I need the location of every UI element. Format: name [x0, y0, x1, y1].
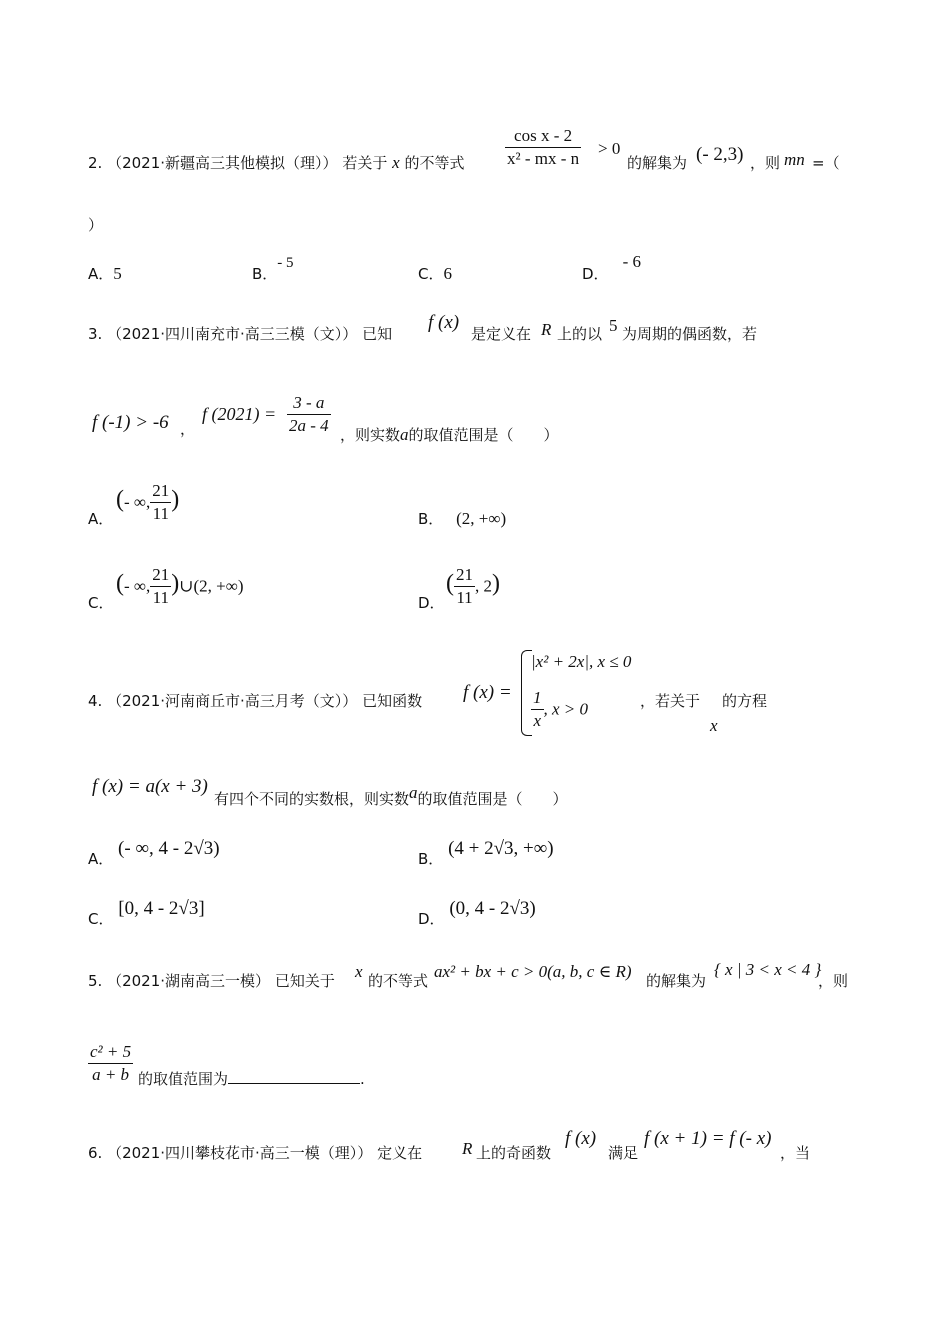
q4-line2	[214, 783, 568, 809]
q5-text2: 的不等式	[368, 972, 429, 990]
q4-option-d[interactable]	[418, 898, 536, 930]
q3-line1	[88, 323, 392, 344]
q2-mn: mn	[784, 150, 805, 169]
q4-case2-num: 1	[531, 688, 544, 710]
q6-equation: f (x + 1) = f (- x)	[644, 1128, 772, 1149]
q2-text5: =（	[812, 154, 840, 172]
q3-number: 3.	[88, 325, 103, 343]
q3-option-c-label[interactable]: C．	[88, 594, 114, 612]
q3-line2-tail	[340, 424, 559, 445]
option-value: , 2	[475, 576, 492, 596]
option-value: - ∞,	[124, 492, 151, 512]
paren-left-icon: (	[446, 570, 454, 597]
q3-text2: 是定义在	[471, 325, 532, 343]
q6-text3: 满足	[608, 1144, 639, 1162]
option-value: [0, 4 - 2√3]	[118, 898, 205, 919]
q6-text: 定义在	[377, 1144, 423, 1162]
q4-case2-tail: , x > 0	[543, 699, 589, 719]
q4-line1	[88, 690, 422, 711]
q4-text: 有四个不同的实数根，则实数	[214, 790, 410, 808]
option-label: B．	[418, 510, 444, 528]
q3-option-d[interactable]	[446, 565, 500, 608]
q2-text4: ，则	[750, 154, 781, 172]
q5-text: 的取值范围为	[138, 1070, 229, 1088]
q2-fraction	[505, 126, 581, 169]
option-label: A．	[88, 850, 114, 868]
q4-case2	[531, 688, 588, 731]
q4-text: 已知函数	[362, 692, 423, 710]
q4-number: 4.	[88, 692, 103, 710]
q2-option-b[interactable]	[252, 255, 294, 284]
q6-text4: ，当	[780, 1144, 811, 1162]
q3-R: R	[541, 320, 552, 339]
q3-text: 的取值范围是（ ）	[408, 426, 559, 444]
q6-text2: 上的奇函数	[476, 1144, 552, 1162]
q5-number: 5.	[88, 972, 103, 990]
q3-option-b[interactable]	[418, 508, 506, 529]
option-value: (4 + 2√3, +∞)	[448, 838, 554, 859]
option-value: (- ∞, 4 - 2√3)	[118, 838, 220, 859]
q5-line2	[138, 1068, 365, 1089]
q6-fx: f (x)	[565, 1128, 597, 1149]
q6-line1	[88, 1142, 422, 1163]
option-value: - ∞,	[124, 576, 151, 596]
frac-num: 21	[150, 481, 171, 503]
option-value: (0, 4 - 2√3)	[449, 898, 536, 919]
q4-equation: f (x) = a(x + 3)	[92, 776, 208, 797]
q3-text: 已知	[362, 325, 393, 343]
q3-cond2-fraction	[287, 393, 331, 436]
q3-frac-denominator: 2a - 4	[289, 416, 329, 435]
option-label: B．	[418, 850, 444, 868]
option-value: - 5	[277, 255, 294, 271]
q5-source: （2021·湖南高三一模）	[107, 972, 271, 990]
q4-var-a: a	[409, 783, 418, 802]
q6-source: （2021·四川攀枝花市·高三一模（理））	[107, 1144, 373, 1162]
q3-text4: 为周期的偶函数，若	[622, 325, 758, 343]
q3-option-a-label[interactable]: A．	[88, 510, 114, 528]
option-value: 6	[443, 264, 452, 283]
q3-option-a[interactable]	[116, 481, 179, 524]
q3-option-d-label[interactable]: D．	[418, 594, 445, 612]
q5-line1	[88, 970, 335, 991]
q3-text3: 上的以	[557, 325, 603, 343]
q2-option-d[interactable]	[582, 252, 641, 284]
q3-comma: ，	[180, 420, 196, 438]
q5-text: 已知关于	[274, 972, 335, 990]
frac-den: 11	[152, 588, 169, 607]
option-label: A．	[88, 265, 114, 283]
paren-right-icon: )	[171, 570, 180, 597]
q2-number: 2.	[88, 154, 103, 172]
q5-frac-numerator: c² + 5	[88, 1042, 133, 1064]
q3-text: ，则实数	[340, 426, 401, 444]
q2-line1	[88, 152, 464, 173]
frac-den: 11	[152, 504, 169, 523]
q5-text4: ，则	[818, 972, 849, 990]
paren-right-icon: )	[171, 486, 180, 513]
q5-fraction	[88, 1042, 133, 1085]
option-label: D．	[418, 910, 445, 928]
option-label: B．	[252, 265, 278, 283]
q4-option-c[interactable]	[88, 898, 205, 930]
q3-frac-numerator: 3 - a	[287, 393, 331, 415]
q6-number: 6.	[88, 1144, 103, 1162]
q2-interval: (- 2,3)	[696, 144, 744, 165]
q2-source: （2021·新疆高三其他模拟（理））	[107, 154, 338, 172]
option-value: - 6	[622, 252, 641, 271]
q5-period: .	[360, 1070, 365, 1088]
q5-frac-denominator: a + b	[92, 1065, 130, 1084]
paren-left-icon: (	[116, 486, 124, 513]
q3-var-a: a	[400, 425, 409, 444]
q3-cond1: f (-1) > -6	[92, 412, 169, 433]
q2-var-x: x	[392, 153, 400, 172]
frac-num: 21	[454, 565, 475, 587]
q2-close: ）	[88, 216, 104, 234]
q4-option-b[interactable]	[418, 838, 554, 870]
q4-case2-den: x	[533, 711, 542, 730]
q3-cond2-lhs: f (2021) =	[202, 404, 277, 424]
option-value: ∪(2, +∞)	[179, 576, 244, 596]
q2-frac-numerator: cos x - 2	[505, 126, 581, 148]
paren-right-icon: )	[492, 570, 500, 597]
q4-source: （2021·河南商丘市·高三月考（文））	[107, 692, 358, 710]
q3-fx: f (x)	[428, 312, 460, 333]
q2-text: 若关于	[342, 154, 388, 172]
frac-den: 11	[456, 588, 473, 607]
q4-option-a[interactable]	[88, 838, 220, 870]
q3-option-c[interactable]	[116, 565, 244, 608]
q4-fx: f (x) =	[463, 682, 512, 703]
q5-x: x	[355, 962, 363, 981]
q3-five: 5	[609, 316, 618, 335]
option-value: (2, +∞)	[456, 509, 507, 528]
q2-option-c[interactable]	[418, 263, 452, 284]
paren-left-icon: (	[116, 570, 124, 597]
q2-frac-denominator: x² - mx - n	[507, 149, 580, 168]
q2-option-a[interactable]	[88, 263, 122, 284]
q4-text3: 的方程	[722, 692, 768, 710]
q5-text3: 的解集为	[646, 972, 707, 990]
q5-solution-set: { x | 3 < x < 4 }	[714, 960, 822, 979]
q4-text: 的取值范围是（ ）	[417, 790, 568, 808]
option-label: C．	[88, 910, 114, 928]
option-label: C．	[418, 265, 444, 283]
q2-gt0: > 0	[598, 139, 621, 158]
q6-R: R	[462, 1139, 473, 1158]
option-value: 5	[113, 264, 122, 283]
frac-num: 21	[150, 565, 171, 587]
q4-case1: |x² + 2x|, x ≤ 0	[531, 652, 632, 671]
q2-text3: 的解集为	[627, 154, 688, 172]
option-label: D．	[582, 265, 609, 283]
q2-text: 的不等式	[404, 154, 465, 172]
q4-text2: ，若关于	[640, 692, 701, 710]
q5-inequality: ax² + bx + c > 0(a, b, c ∈ R)	[434, 962, 632, 981]
q5-answer-blank[interactable]	[228, 1069, 360, 1084]
q4-x: x	[710, 716, 718, 735]
q3-source: （2021·四川南充市·高三三模（文））	[107, 325, 358, 343]
